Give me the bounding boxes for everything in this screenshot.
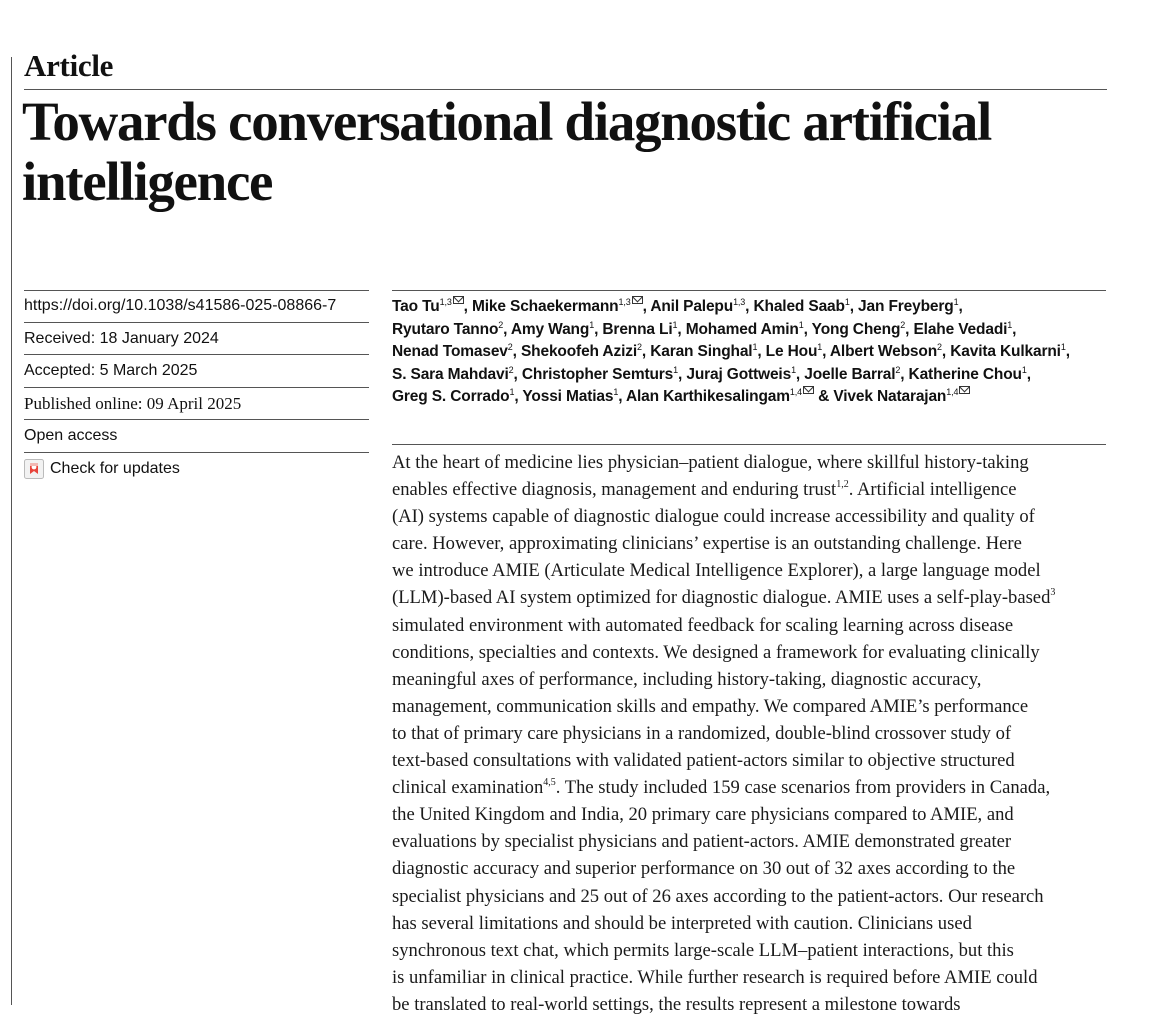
author-separator: , xyxy=(463,298,472,315)
author-separator: , xyxy=(757,343,766,361)
author-entry[interactable] xyxy=(766,343,822,360)
author-entry[interactable] xyxy=(812,321,905,338)
abstract-text: conditions, specialties and contexts. We designed a framework for evaluating clinically xyxy=(392,641,1040,663)
envelope-icon[interactable] xyxy=(959,386,970,394)
doi-link[interactable]: https://doi.org/10.1038/s41586-025-08866-7 xyxy=(24,290,369,323)
author-entry[interactable] xyxy=(392,366,514,383)
author-affiliation: 2 xyxy=(937,342,942,353)
abstract-line xyxy=(392,557,1112,584)
abstract-text: to that of primary care physicians in a randomized, double-blind crossover study of xyxy=(392,722,1012,744)
article-title: Towards conversational diagnostic artificial intelligence xyxy=(22,91,991,212)
abstract-line xyxy=(392,910,1112,937)
author-entry[interactable] xyxy=(522,388,618,405)
author-affiliation: 1,4 xyxy=(789,387,802,398)
author-name: S. Sara Mahdavi xyxy=(392,365,509,383)
accepted-date: Accepted: 5 March 2025 xyxy=(24,355,369,388)
author-separator: , xyxy=(745,298,754,315)
authors-top-divider xyxy=(392,290,1106,291)
author-entry[interactable] xyxy=(392,298,464,315)
abstract-text: synchronous text chat, which permits large-scale LLM–patient interactions, but this xyxy=(392,939,1014,961)
author-name: Elahe Vedadi xyxy=(913,320,1008,338)
abstract-text: enables effective diagnosis, management and enduring trust xyxy=(392,479,837,501)
author-separator: & xyxy=(813,388,834,406)
author-name: Jan Freyberg xyxy=(858,298,954,315)
abstract-text: care. However, approximating clinicians’ expertise is an outstanding challenge. Here xyxy=(392,533,1022,555)
abstract-line xyxy=(392,801,1112,828)
abstract-line xyxy=(392,666,1112,693)
citation-reference[interactable]: 1,2 xyxy=(836,479,849,491)
author-affiliation: 1 xyxy=(1021,364,1027,375)
check-for-updates-label: Check for updates xyxy=(50,459,180,477)
abstract-divider xyxy=(392,444,1106,445)
author-entry[interactable] xyxy=(521,343,642,360)
author-entry[interactable] xyxy=(650,343,757,360)
abstract xyxy=(392,449,1112,1018)
abstract-text: has several limitations and should be interpreted with caution. Clinicians used xyxy=(392,912,972,934)
author-separator: , xyxy=(1012,320,1017,338)
author-entry[interactable] xyxy=(753,298,849,315)
abstract-text: . Artificial intelligence xyxy=(848,479,1017,501)
author-separator: , xyxy=(678,365,687,383)
abstract-line xyxy=(392,855,1112,882)
abstract-line xyxy=(392,828,1112,855)
abstract-text: the United Kingdom and India, 20 primary care physicians compared to AMIE, and xyxy=(392,804,1014,826)
author-name: Yong Cheng xyxy=(811,320,901,338)
author-name: Le Hou xyxy=(765,343,818,361)
author-separator: , xyxy=(642,298,651,315)
author-affiliation: 1 xyxy=(672,319,678,330)
page-left-border xyxy=(11,57,12,1005)
author-entry[interactable] xyxy=(626,388,814,405)
author-name: Vivek Natarajan xyxy=(833,388,947,406)
author-name: Ryutaro Tanno xyxy=(392,320,499,338)
author-separator: , xyxy=(958,298,963,315)
author-entry[interactable] xyxy=(833,388,970,405)
author-entry[interactable] xyxy=(392,321,503,338)
author-separator: , xyxy=(503,320,511,338)
author-name: Alan Karthikesalingam xyxy=(625,388,790,406)
author-name: Karan Singhal xyxy=(650,343,753,361)
citation-reference[interactable]: 3 xyxy=(1050,587,1056,599)
received-date: Received: 18 January 2024 xyxy=(24,323,369,356)
author-entry[interactable] xyxy=(602,321,677,338)
author-name: Khaled Saab xyxy=(753,298,845,315)
abstract-text: is unfamiliar in clinical practice. While further research is required before AMIE could xyxy=(392,966,1038,988)
author-entry[interactable] xyxy=(950,343,1065,360)
author-entry[interactable] xyxy=(472,298,643,315)
author-separator: , xyxy=(1065,343,1070,361)
author-name: Albert Webson xyxy=(829,343,938,361)
abstract-text: meaningful axes of performance, including history-taking, diagnostic accuracy, xyxy=(392,668,982,690)
abstract-text: (LLM)-based AI system optimized for diagnostic dialogue. AMIE uses a self-play-based xyxy=(392,587,1051,609)
author-name: Nenad Tomasev xyxy=(392,343,508,361)
abstract-line xyxy=(392,747,1112,774)
author-name: Greg S. Corrado xyxy=(392,388,510,406)
author-name: Mike Schaekermann xyxy=(472,298,619,315)
author-separator: , xyxy=(822,343,830,361)
abstract-text: we introduce AMIE (Articulate Medical Intelligence Explorer), a large language model xyxy=(392,560,1041,582)
author-name: Shekoofeh Azizi xyxy=(520,343,637,361)
author-affiliation: 1 xyxy=(752,342,758,353)
author-separator: , xyxy=(677,320,686,338)
article-type-label: Article xyxy=(24,48,114,83)
author-affiliation: 1,4 xyxy=(946,387,959,398)
author-affiliation: 2 xyxy=(895,364,901,375)
author-affiliation: 1,3 xyxy=(733,297,746,307)
abstract-text: simulated environment with automated feedback for scaling learning across disease xyxy=(392,614,1014,636)
author-entry[interactable] xyxy=(511,321,594,338)
author-affiliation: 2 xyxy=(508,364,514,375)
author-affiliation: 2 xyxy=(498,319,504,330)
author-separator: , xyxy=(1026,365,1031,383)
envelope-icon[interactable] xyxy=(632,296,643,304)
author-name: Joelle Barral xyxy=(804,365,896,383)
citation-reference[interactable]: 4,5 xyxy=(543,777,556,789)
author-affiliation: 1 xyxy=(589,319,595,330)
author-affiliation: 1,3 xyxy=(439,297,452,307)
abstract-text: evaluations by specialist physicians and patient-actors. AMIE demonstrated greater xyxy=(392,831,1012,853)
abstract-text: be translated to real-world settings, the results represent a milestone towards xyxy=(392,993,961,1015)
abstract-line xyxy=(392,693,1112,720)
author-entry[interactable] xyxy=(650,298,745,315)
author-name: Christopher Semturs xyxy=(521,365,674,383)
author-affiliation: 1,3 xyxy=(618,297,631,307)
abstract-text: clinical examination xyxy=(392,777,544,799)
author-list xyxy=(392,296,1112,409)
envelope-icon[interactable] xyxy=(453,296,464,304)
article-metadata-sidebar xyxy=(24,290,369,485)
author-affiliation: 2 xyxy=(900,319,906,330)
author-name: Mohamed Amin xyxy=(685,320,799,338)
author-affiliation: 1 xyxy=(791,364,796,375)
abstract-line xyxy=(392,774,1112,801)
author-name: Anil Palepu xyxy=(650,298,734,315)
abstract-line xyxy=(392,503,1112,530)
author-affiliation: 2 xyxy=(637,342,642,353)
author-affiliation: 1 xyxy=(1060,342,1066,353)
author-affiliation: 1 xyxy=(817,342,823,353)
author-separator: , xyxy=(905,320,914,338)
author-separator: , xyxy=(849,298,859,315)
abstract-line xyxy=(392,530,1112,557)
abstract-line xyxy=(392,612,1112,639)
author-separator: , xyxy=(641,343,651,361)
author-affiliation: 1 xyxy=(798,319,804,330)
abstract-text: management, communication skills and empathy. We compared AMIE’s performance xyxy=(392,695,1029,717)
author-entry[interactable] xyxy=(858,298,958,315)
open-access-label: Open access xyxy=(24,420,369,453)
author-name: Amy Wang xyxy=(510,320,590,338)
author-name: Kavita Kulkarni xyxy=(950,343,1061,361)
author-entry[interactable] xyxy=(804,366,900,383)
author-entry[interactable] xyxy=(830,343,942,360)
author-name: Tao Tu xyxy=(392,298,440,315)
author-name: Katherine Chou xyxy=(908,365,1022,383)
author-separator: , xyxy=(514,388,523,406)
check-for-updates-button[interactable] xyxy=(24,453,369,486)
abstract-line xyxy=(392,883,1112,910)
author-entry[interactable] xyxy=(392,388,514,405)
published-date: Published online: 09 April 2025 xyxy=(24,388,369,421)
author-name: Yossi Matias xyxy=(522,388,614,406)
abstract-line xyxy=(392,937,1112,964)
abstract-text: diagnostic accuracy and superior performance on 30 out of 32 axes according to the xyxy=(392,858,1016,880)
abstract-line xyxy=(392,449,1112,476)
author-separator: , xyxy=(512,343,521,361)
abstract-line xyxy=(392,584,1112,611)
abstract-text: . The study included 159 case scenarios from providers in Canada, xyxy=(555,777,1051,799)
author-affiliation: 1 xyxy=(509,387,515,398)
author-affiliation: 1 xyxy=(953,297,959,307)
abstract-line xyxy=(392,720,1112,747)
author-affiliation: 2 xyxy=(507,342,513,353)
abstract-text: At the heart of medicine lies physician–patient dialogue, where skillful history-taking xyxy=(392,452,1029,473)
author-affiliation: 1 xyxy=(1007,319,1013,330)
abstract-line xyxy=(392,476,1112,503)
abstract-line xyxy=(392,639,1112,666)
author-separator: , xyxy=(513,365,522,383)
author-entry[interactable] xyxy=(913,321,1012,338)
header-divider xyxy=(24,89,1107,90)
author-affiliation: 1 xyxy=(844,297,850,307)
abstract-text: specialist physicians and 25 out of 26 axes according to the patient-actors. Our research xyxy=(392,885,1044,907)
author-separator: , xyxy=(618,388,626,406)
author-entry[interactable] xyxy=(392,343,513,360)
author-entry[interactable] xyxy=(909,366,1027,383)
author-entry[interactable] xyxy=(686,366,796,383)
author-entry[interactable] xyxy=(686,321,804,338)
check-for-updates-icon xyxy=(24,459,44,479)
author-name: Juraj Gottweis xyxy=(686,365,792,383)
author-separator: , xyxy=(941,343,951,361)
author-name: Brenna Li xyxy=(602,320,673,338)
abstract-text: (AI) systems capable of diagnostic dialogue could increase accessibility and quality of xyxy=(392,506,1035,528)
envelope-icon[interactable] xyxy=(803,386,814,394)
author-affiliation: 1 xyxy=(673,364,679,375)
author-separator: , xyxy=(594,320,603,338)
author-separator: , xyxy=(795,365,805,383)
author-separator: , xyxy=(900,365,909,383)
abstract-text: text-based consultations with validated patient-actors similar to objective structured xyxy=(392,750,1015,772)
author-affiliation: 1 xyxy=(613,387,619,398)
abstract-line xyxy=(392,991,1112,1018)
author-entry[interactable] xyxy=(522,366,678,383)
author-separator: , xyxy=(803,320,812,338)
abstract-line xyxy=(392,964,1112,991)
